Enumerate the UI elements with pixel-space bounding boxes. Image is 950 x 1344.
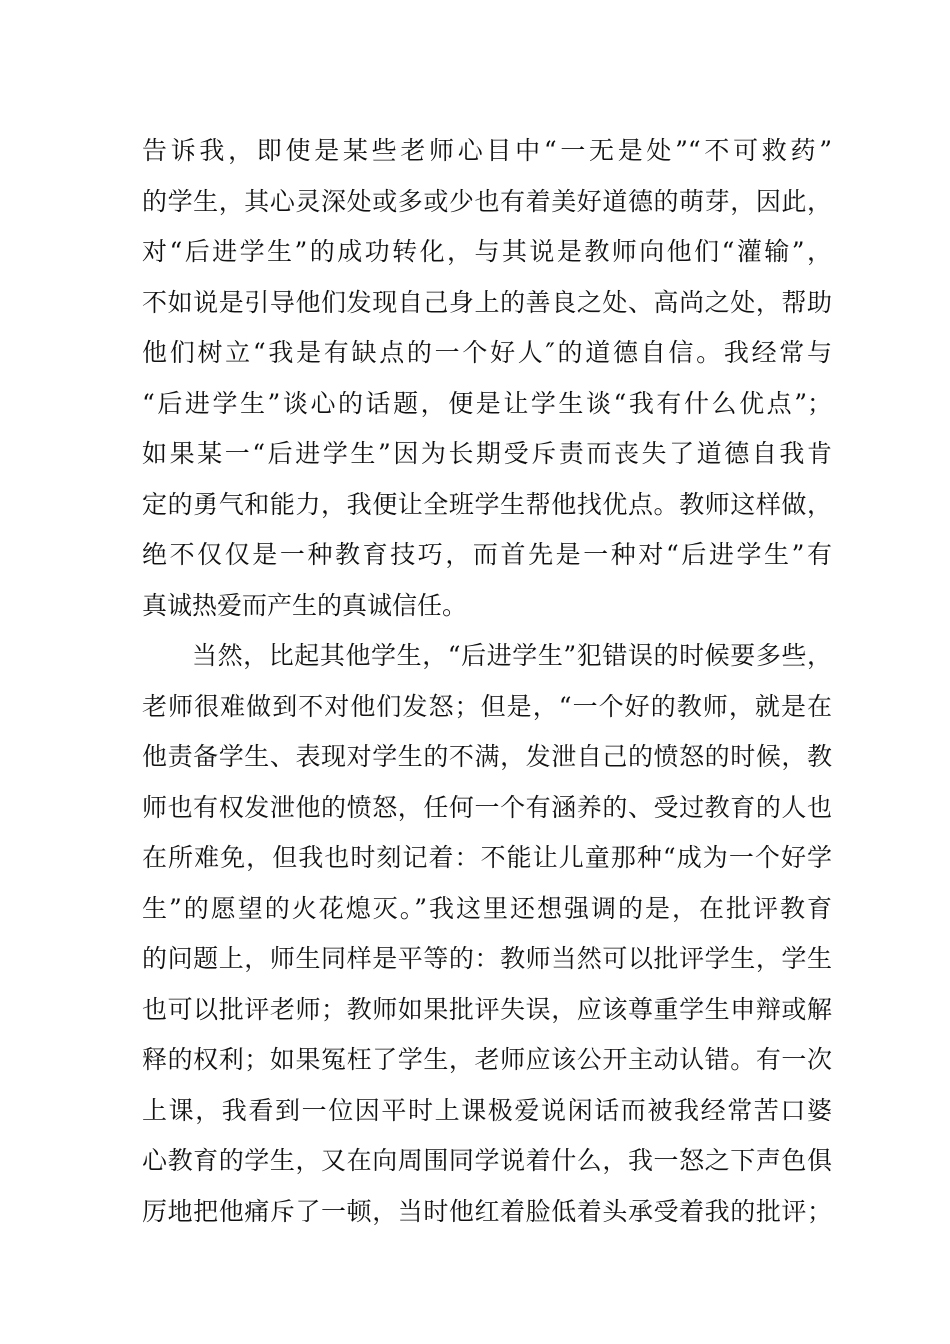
text-line: 不如说是引导他们发现自己身上的善良之处、高尚之处，帮助 xyxy=(142,287,832,317)
text-line: 的问题上，师生同样是平等的：教师当然可以批评学生，学生 xyxy=(142,944,832,973)
text-line: “后进学生”谈心的话题，便是让学生谈“我有什么优点”； xyxy=(142,388,832,418)
paragraph-1 xyxy=(142,126,832,631)
text-line: 的学生，其心灵深处或多或少也有着美好道德的萌芽，因此， xyxy=(142,186,832,216)
text-line: 心教育的学生，又在向周围同学说着什么，我一怒之下声色俱 xyxy=(142,1146,832,1175)
text-line: 告诉我，即使是某些老师心目中“一无是处”“不可救药” xyxy=(142,136,832,165)
text-line: 师也有权发泄他的愤怒，任何一个有涵养的、受过教育的人也 xyxy=(142,792,832,822)
text-line: 对“后进学生”的成功转化，与其说是教师向他们“灌输”， xyxy=(142,237,832,266)
text-line: 老师很难做到不对他们发怒；但是，“一个好的教师，就是在 xyxy=(142,691,832,721)
text-line: 绝不仅仅是一种教育技巧，而首先是一种对“后进学生”有 xyxy=(142,540,832,569)
text-line: 如果某一“后进学生”因为长期受斥责而丧失了道德自我肯 xyxy=(142,439,832,468)
paragraph-2 xyxy=(142,631,832,1237)
text-line: 上课，我看到一位因平时上课极爱说闲话而被我经常苦口婆 xyxy=(142,1095,832,1125)
body-text xyxy=(142,126,832,1237)
text-line: 释的权利；如果冤枉了学生，老师应该公开主动认错。有一次 xyxy=(142,1045,832,1074)
text-line: 在所难免，但我也时刻记着：不能让儿童那种“成为一个好学 xyxy=(142,843,832,872)
text-line: 当然，比起其他学生，“后进学生”犯错误的时候要多些， xyxy=(192,641,832,670)
text-line: 厉地把他痛斥了一顿，当时他红着脸低着头承受着我的批评； xyxy=(142,1196,832,1226)
text-line: 真诚热爱而产生的真诚信任。 xyxy=(142,590,468,620)
text-line: 他责备学生、表现对学生的不满，发泄自己的愤怒的时候，教 xyxy=(142,742,832,771)
text-line: 定的勇气和能力，我便让全班学生帮他找优点。教师这样做， xyxy=(142,489,832,519)
text-line: 生”的愿望的火花熄灭。”我这里还想强调的是，在批评教育 xyxy=(142,893,832,923)
text-line: 也可以批评老师；教师如果批评失误，应该尊重学生申辩或解 xyxy=(142,994,832,1024)
text-line: 他们树立“我是有缺点的一个好人″的道德自信。我经常与 xyxy=(142,338,832,367)
